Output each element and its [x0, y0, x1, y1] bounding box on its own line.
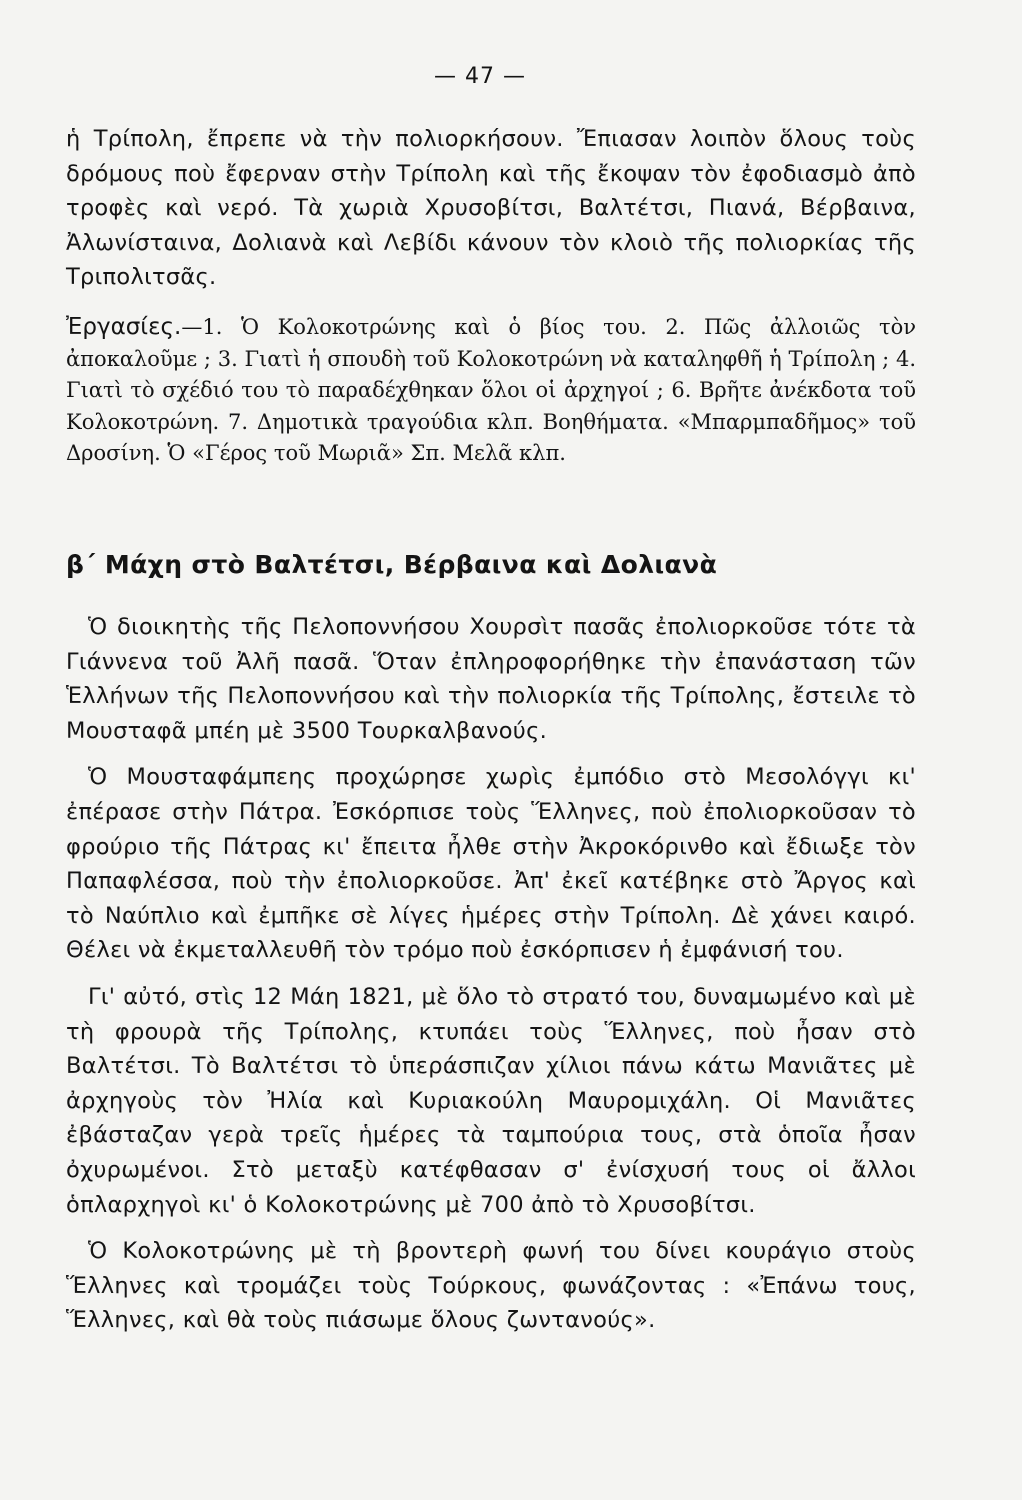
- intro-paragraph-block: [66, 122, 916, 295]
- exercises-paragraph: [66, 312, 916, 470]
- body-paragraph: Ὁ διοικητὴς τῆς Πελοποννήσου Χουρσὶτ πασᾶς ἐπολιορκοῦσε τότε τὰ Γιάννενα τοῦ Ἀλῆ πασᾶ. Ὅταν ἐπληροφορήθηκε τὴν ἐπανάσταση τῶν Ἑλλήνων τῆς Πελοποννήσου καὶ τὴν πολιορκία τῆς Τρίπολης, ἔστειλε τὸ Μουσταφᾶ μπέη μὲ 3500 Τουρκαλβανούς.: [66, 614, 916, 744]
- exercises-heading: Ἐργασίες.: [66, 314, 182, 340]
- body-text: [66, 610, 916, 1338]
- exercises-text: —1. Ὁ Κολοκοτρώνης καὶ ὁ βίος του. 2. Πῶς ἀλλοιῶς τὸν ἀποκαλοῦμε ; 3. Γιατὶ ἡ σπουδὴ τοῦ Κολοκοτρώνη νὰ καταληφθῆ ἡ Τρίπολη ; 4. Γιατὶ τὸ σχέδιό του τὸ παραδέχθηκαν ὅλοι οἱ ἀρχηγοί ; 6. Βρῆτε ἀνέκδοτα τοῦ Κολοκοτρώνη. 7. Δημοτικὰ τραγούδια κλπ. Βοηθήματα. «Μπαρμπαδῆμος» τοῦ Δροσίνη. Ὁ «Γέρος τοῦ Μωριᾶ» Σπ. Μελᾶ κλπ.: [66, 315, 916, 465]
- body-paragraph: Γι' αὐτό, στὶς 12 Μάη 1821, μὲ ὅλο τὸ στρατό του, δυναμωμένο καὶ μὲ τὴ φρουρὰ τῆς Τρίπολης, κτυπάει τοὺς Ἕλληνες, ποὺ ἦσαν στὸ Βαλτέτσι. Τὸ Βαλτέτσι τὸ ὑπεράσπιζαν χίλιοι πάνω κάτω Μανιᾶτες μὲ ἀρχηγοὺς τὸν Ἠλία καὶ Κυριακούλη Μαυρομιχάλη. Οἱ Μανιᾶτες ἐβάσταζαν γερὰ τρεῖς ἡμέρες τὰ ταμπούρια τους, στὰ ὁποῖα ἦσαν ὀχυρωμένοι. Στὸ μεταξὺ κατέφθασαν σ' ἐνίσχυσή τους οἱ ἄλλοι ὁπλαρχηγοὶ κι' ὁ Κολοκοτρώνης μὲ 700 ἀπὸ τὸ Χρυσοβίτσι.: [66, 983, 916, 1218]
- body-paragraph: Ὁ Μουσταφάμπεης προχώρησε χωρὶς ἐμπόδιο στὸ Μεσολόγγι κι' ἐπέρασε στὴν Πάτρα. Ἐσκόρπισε τοὺς Ἕλληνες, ποὺ ἐπολιορκοῦσαν τὸ φρούριο τῆς Πάτρας κι' ἔπειτα ἦλθε στὴν Ἀκροκόρινθο καὶ ἔδιωξε τὸν Παπαφλέσσα, ποὺ τὴν ἐπολιορκοῦσε. Ἀπ' ἐκεῖ κατέβηκε στὸ Ἄργος καὶ τὸ Ναύπλιο καὶ ἐμπῆκε σὲ λίγες ἡμέρες στὴν Τρίπολη. Δὲ χάνει καιρό. Θέλει νὰ ἐκμεταλλευθῆ τὸν τρόμο ποὺ ἐσκόρπισεν ἡ ἐμφάνισή του.: [66, 764, 916, 964]
- page-number: — 47 —: [434, 64, 526, 89]
- intro-paragraph: ἡ Τρίπολη, ἔπρεπε νὰ τὴν πολιορκήσουν. Ἔπιασαν λοιπὸν ὅλους τοὺς δρόμους ποὺ ἔφερναν στὴν Τρίπολη καὶ τῆς ἔκοψαν τὸν ἐφοδιασμὸ ἀπὸ τροφὲς καὶ νερό. Τὰ χωριὰ Χρυσοβίτσι, Βαλτέτσι, Πιανά, Βέρβαινα, Ἀλωνίσταινα, Δολιανὰ καὶ Λεβίδι κάνουν τὸν κλοιὸ τῆς πολιορκίας τῆς Τριπολιτσᾶς.: [66, 126, 916, 290]
- body-paragraph: Ὁ Κολοκοτρώνης μὲ τὴ βροντερὴ φωνή του δίνει κουράγιο στοὺς Ἕλληνες καὶ τρομάζει τοὺς Τούρκους, φωνάζοντας : «Ἐπάνω τους, Ἕλληνες, καὶ θὰ τοὺς πιάσωμε ὅλους ζωντανούς».: [66, 1238, 916, 1334]
- exercises-block: [66, 312, 916, 470]
- section-heading: β΄ Μάχη στὸ Βαλτέτσι, Βέρβαινα καὶ Δολιανὰ: [66, 550, 718, 579]
